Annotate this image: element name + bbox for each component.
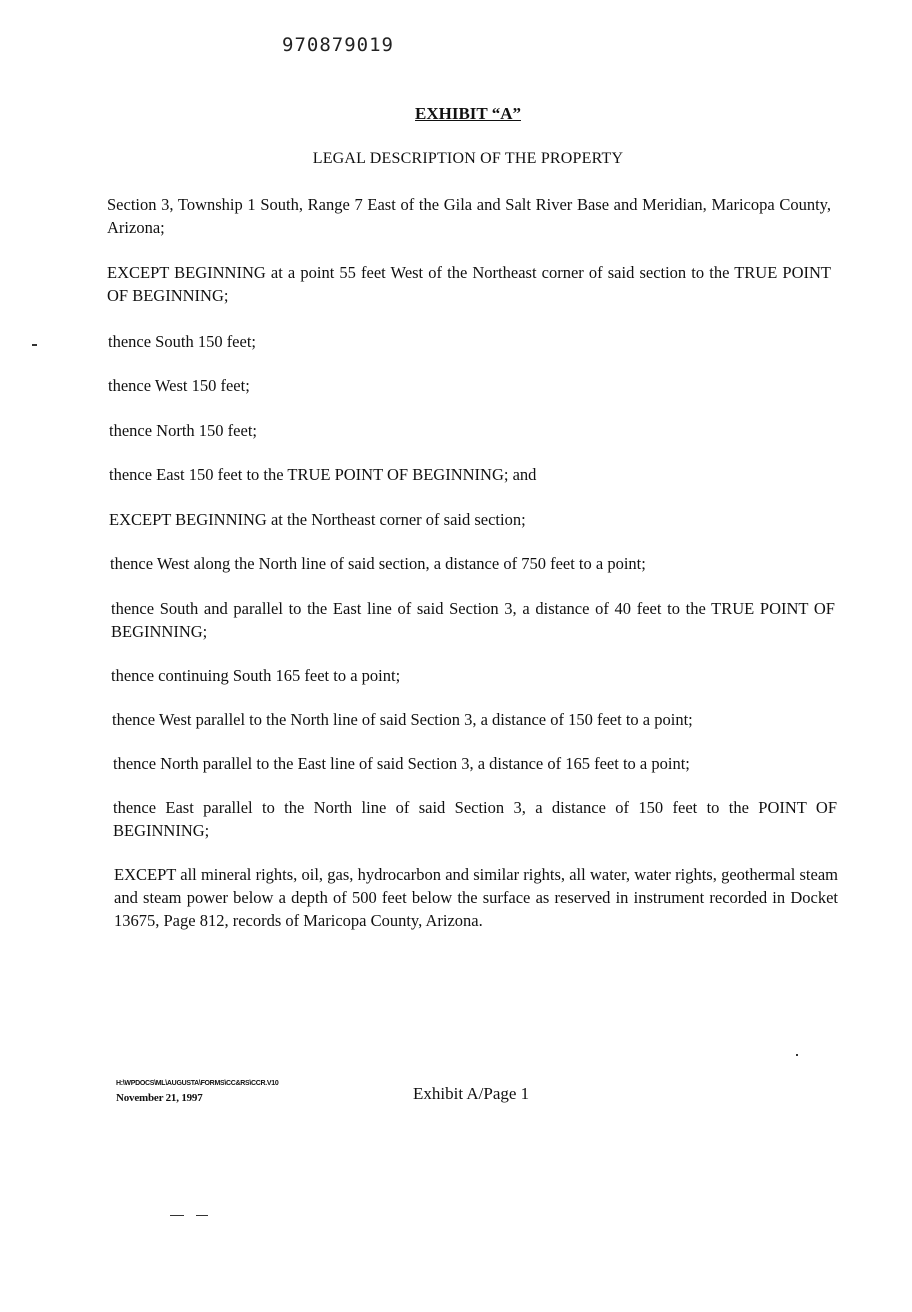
scan-speck [170, 1215, 184, 1216]
footer-file-path: H:\WPDOCS\ML\AUGUSTA\FORMS\CC&RS\CCR.V10 [116, 1080, 279, 1087]
exhibit-title: EXHIBIT “A” [415, 104, 521, 123]
paragraph-course-8: thence West parallel to the North line of said Section 3, a distance of 150 feet to a point; [112, 710, 693, 729]
paragraph-course-4: thence East 150 feet to the TRUE POINT OF BEGINNING; and [109, 465, 537, 484]
paragraph-course-1: thence South 150 feet; [108, 332, 257, 351]
scan-speck [32, 344, 37, 346]
legal-description-heading: LEGAL DESCRIPTION OF THE PROPERTY [312, 150, 624, 167]
paragraph-course-9: thence North parallel to the East line of said Section 3, a distance of 165 feet to a point; [113, 754, 690, 773]
recording-number: 970879019 [282, 34, 394, 56]
paragraph-except-1: EXCEPT BEGINNING at a point 55 feet West of the Northeast corner of said section to the TRUE POINT OF BEGINNING; [107, 263, 831, 305]
scan-speck [796, 1054, 798, 1056]
paragraph-course-10: thence East parallel to the North line of said Section 3, a distance of 150 feet to the POINT OF BEGINNING; [113, 798, 837, 840]
paragraph-course-7: thence continuing South 165 feet to a point; [111, 666, 401, 685]
footer-page-label: Exhibit A/Page 1 [413, 1084, 530, 1103]
paragraph-course-5: thence West along the North line of said section, a distance of 750 feet to a point; [110, 554, 646, 573]
paragraph-course-3: thence North 150 feet; [109, 421, 257, 440]
paragraph-except-mineral: EXCEPT all mineral rights, oil, gas, hydrocarbon and similar rights, all water, water rights, geothermal steam and steam power below a depth of 500 feet below the surface as reserved in instrument recorded in Docket 13675, Page 812, records of Maricopa County, Arizona. [114, 865, 838, 930]
paragraph-except-2: EXCEPT BEGINNING at the Northeast corner of said section; [109, 510, 526, 529]
paragraph-course-6: thence South and parallel to the East line of said Section 3, a distance of 40 feet to the TRUE POINT OF BEGINNING; [111, 599, 835, 641]
paragraph-section: Section 3, Township 1 South, Range 7 East of the Gila and Salt River Base and Meridian, Maricopa County, Arizona; [107, 195, 831, 237]
scan-speck [196, 1215, 208, 1216]
footer-date: November 21, 1997 [116, 1092, 203, 1104]
paragraph-course-2: thence West 150 feet; [108, 376, 250, 395]
